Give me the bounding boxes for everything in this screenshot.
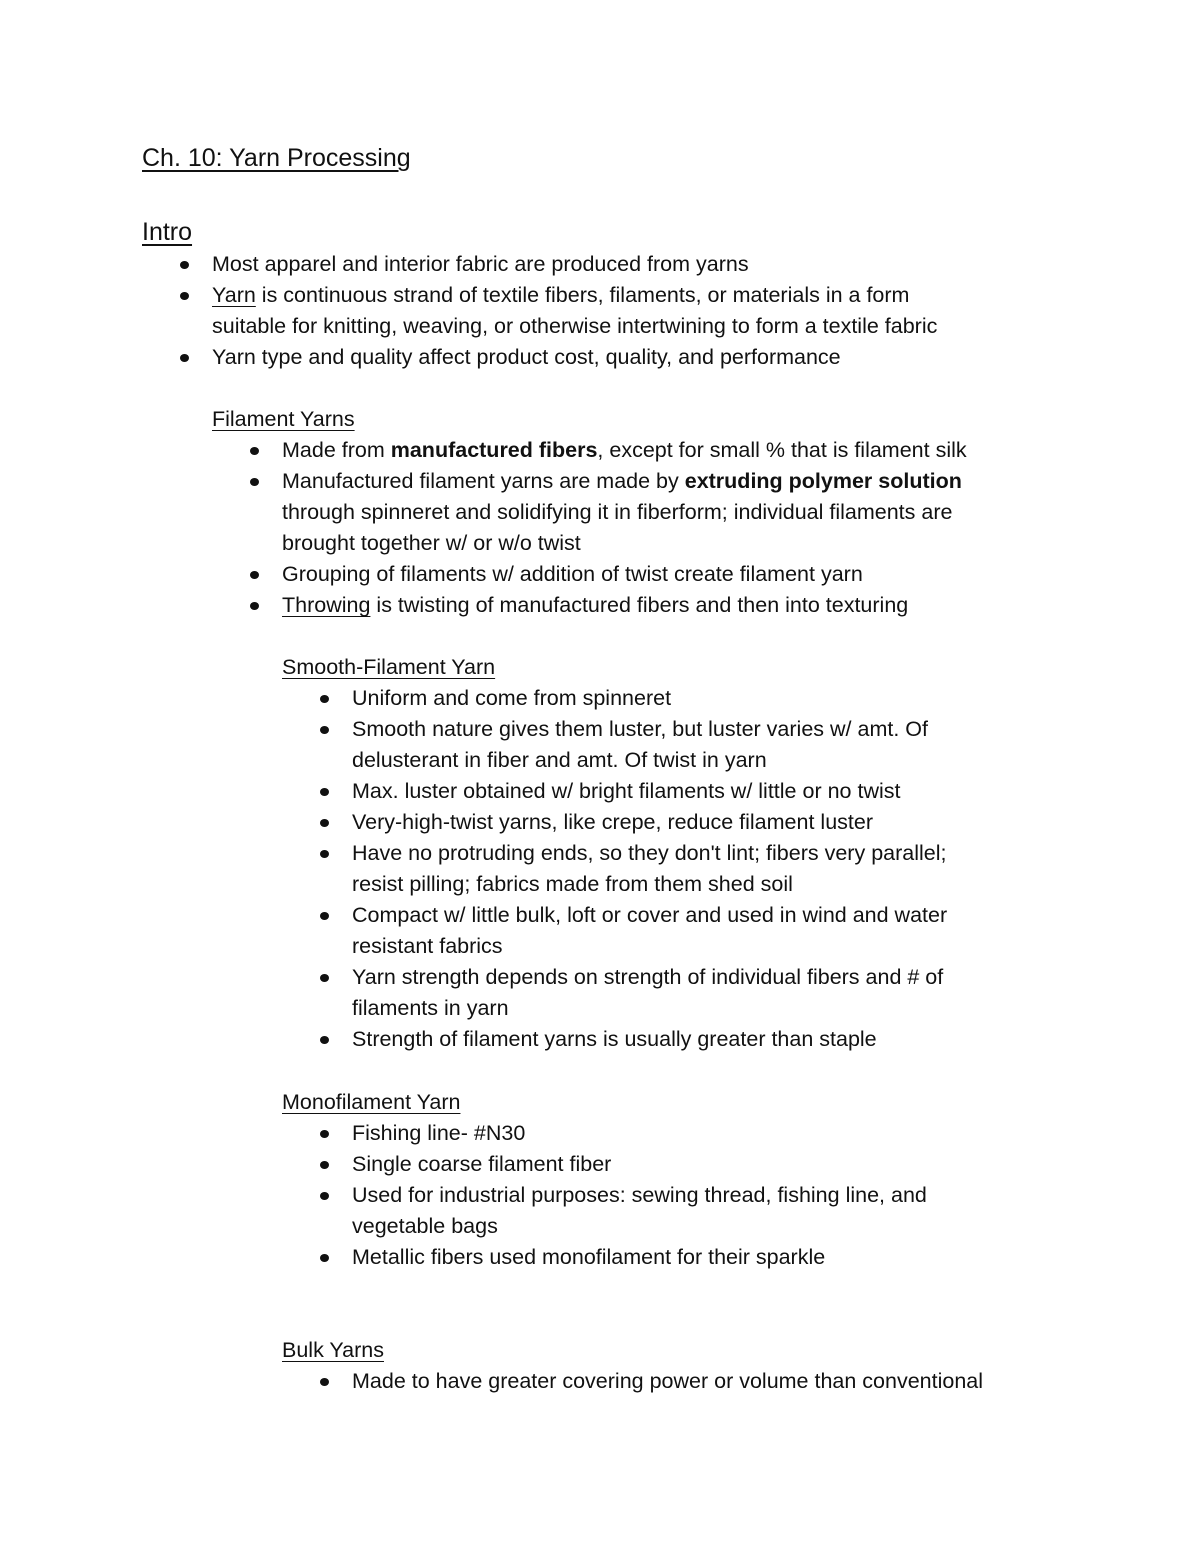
filament-yarns-list	[282, 435, 967, 621]
term-throwing: Throwing	[282, 593, 371, 617]
list-item: Max. luster obtained w/ bright filaments w/ little or no twist	[352, 776, 947, 807]
filament-yarns-heading: Filament Yarns	[212, 407, 355, 431]
list-item: Most apparel and interior fabric are produced from yarns	[212, 249, 937, 280]
list-item: Uniform and come from spinneret	[352, 683, 947, 714]
list-item: Made from manufactured fibers, except for small % that is filament silk	[282, 435, 967, 466]
list-item: Compact w/ little bulk, loft or cover and used in wind and water resistant fabrics	[352, 900, 947, 962]
list-item: Fishing line- #N30	[352, 1118, 927, 1149]
term-yarn: Yarn	[212, 283, 256, 307]
list-item: Grouping of filaments w/ addition of twist create filament yarn	[282, 559, 967, 590]
list-item: Manufactured filament yarns are made by extruding polymer solution through spinneret and solidifying it in fiberform; individual filaments are brought together w/ or w/o twist	[282, 466, 967, 559]
bulk-yarns-list	[352, 1366, 983, 1397]
intro-list	[212, 249, 937, 373]
smooth-filament-list	[352, 683, 947, 1055]
list-item: Used for industrial purposes: sewing thread, fishing line, and vegetable bags	[352, 1180, 927, 1242]
list-item: Have no protruding ends, so they don't lint; fibers very parallel; resist pilling; fabrics made from them shed soil	[352, 838, 947, 900]
smooth-filament-heading: Smooth-Filament Yarn	[282, 655, 496, 679]
list-item: Throwing is twisting of manufactured fibers and then into texturing	[282, 590, 967, 621]
list-item: Strength of filament yarns is usually greater than staple	[352, 1024, 947, 1055]
list-item: Made to have greater covering power or volume than conventional	[352, 1366, 983, 1397]
list-item: Yarn type and quality affect product cost, quality, and performance	[212, 342, 937, 373]
list-item: Metallic fibers used monofilament for their sparkle	[352, 1242, 927, 1273]
intro-heading: Intro	[142, 218, 193, 246]
monofilament-heading: Monofilament Yarn	[282, 1090, 461, 1114]
bulk-yarns-heading: Bulk Yarns	[282, 1338, 384, 1362]
page-title: Ch. 10: Yarn Processing	[142, 144, 411, 172]
monofilament-list	[352, 1118, 927, 1273]
list-item: Yarn is continuous strand of textile fibers, filaments, or materials in a form suitable for knitting, weaving, or otherwise intertwining to form a textile fabric	[212, 280, 937, 342]
list-item: Smooth nature gives them luster, but luster varies w/ amt. Of delusterant in fiber and amt. Of twist in yarn	[352, 714, 947, 776]
list-item: Very-high-twist yarns, like crepe, reduce filament luster	[352, 807, 947, 838]
list-item: Yarn strength depends on strength of individual fibers and # of filaments in yarn	[352, 962, 947, 1024]
list-item: Single coarse filament fiber	[352, 1149, 927, 1180]
